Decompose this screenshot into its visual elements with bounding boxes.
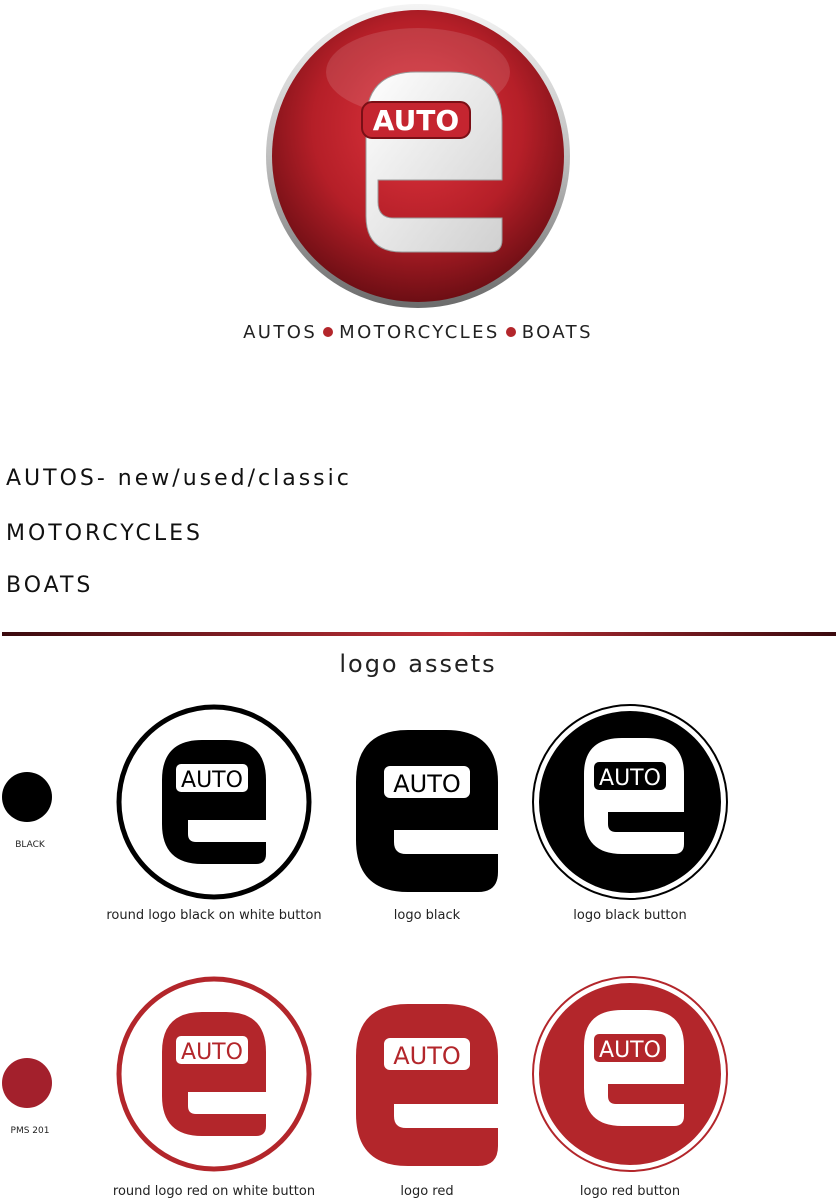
logo-red-button: [530, 974, 730, 1174]
tagline: [0, 322, 836, 343]
category-boats: BOATS: [6, 573, 94, 598]
caption-round-logo-black: round logo black on white button: [106, 908, 322, 923]
tagline-motorcycles: MOTORCYCLES: [339, 322, 500, 343]
logo-text: AUTO: [181, 768, 243, 793]
caption-logo-red-button: logo red button: [579, 1184, 681, 1199]
logo-text: AUTO: [599, 766, 661, 791]
tagline-boats: BOATS: [521, 322, 593, 343]
logo-text: AUTO: [393, 770, 461, 798]
tagline-autos: AUTOS: [243, 322, 318, 343]
logo-black-button: [530, 702, 730, 902]
round-logo-red-on-white: [114, 974, 314, 1174]
logo-text: AUTO: [393, 1042, 461, 1070]
caption-logo-black-button: logo black button: [573, 908, 687, 923]
bullet-dot: [506, 327, 516, 337]
logo-text: AUTO: [181, 1040, 243, 1065]
bullet-dot: [323, 327, 333, 337]
logo-text: AUTO: [599, 1038, 661, 1063]
logo-black: [356, 730, 498, 892]
category-autos: AUTOS- new/used/classic: [6, 466, 352, 491]
hero-logo-text: AUTO: [372, 104, 460, 137]
category-motorcycles: MOTORCYCLES: [6, 521, 203, 546]
caption-round-logo-red: round logo red on white button: [112, 1184, 316, 1199]
caption-logo-red: logo red: [400, 1184, 454, 1199]
logo-red: [356, 1004, 498, 1166]
pms-201-swatch-label: PMS 201: [10, 1126, 50, 1136]
caption-logo-black: logo black: [393, 908, 461, 923]
black-swatch-label: BLACK: [15, 840, 45, 850]
black-swatch: [2, 772, 52, 822]
pms-201-swatch: [2, 1058, 52, 1108]
assets-title: logo assets: [339, 650, 497, 678]
round-logo-black-on-white: [114, 702, 314, 902]
hero-logo: [262, 2, 574, 310]
divider: [2, 632, 836, 636]
